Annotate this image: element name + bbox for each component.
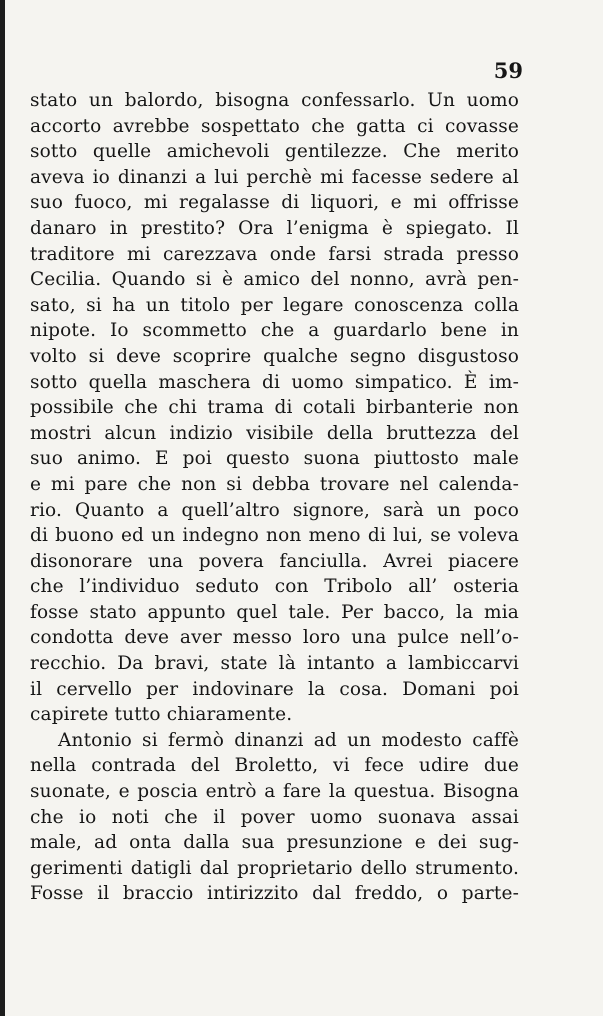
text-line: accorto avrebbe sospettato che gatta ci covasse <box>30 115 519 137</box>
text-line: gerimenti datigli dal proprietario dello strumento. <box>30 857 519 879</box>
text-line: suonate, e poscia entrò a fare la questua. Bisogna <box>30 781 519 803</box>
text-line: sotto quelle amichevoli gentilezze. Che merito <box>30 141 519 163</box>
text-line: che l’individuo seduto con Tribolo all’ osteria <box>30 576 519 598</box>
page-binding-edge <box>0 0 5 1016</box>
text-line: condotta deve aver messo loro una pulce nell’o- <box>30 627 519 649</box>
text-line: nella contrada del Broletto, vi fece udire due <box>30 755 519 777</box>
text-line: e mi pare che non si debba trovare nel calenda- <box>30 473 519 495</box>
text-line: male, ad onta dalla sua presunzione e dei sug- <box>30 832 519 854</box>
text-line: Fosse il braccio intirizzito dal freddo, o parte- <box>30 883 519 905</box>
text-line: il cervello per indovinare la cosa. Domani poi <box>30 678 519 700</box>
text-line: aveva io dinanzi a lui perchè mi facesse sedere al <box>30 166 519 188</box>
text-line: rio. Quanto a quell’altro signore, sarà un poco <box>30 499 519 521</box>
text-line: di buono ed un indegno non meno di lui, se voleva <box>30 525 519 547</box>
text-line: fosse stato appunto quel tale. Per bacco, la mia <box>30 601 519 623</box>
text-line: danaro in prestito? Ora l’enigma è spiegato. Il <box>30 217 519 239</box>
text-line: che io noti che il pover uomo suonava assai <box>30 806 519 828</box>
text-line: volto si deve scoprire qualche segno disgustoso <box>30 345 519 367</box>
text-line: suo animo. E poi questo suona piuttosto male <box>30 448 519 470</box>
text-line: nipote. Io scommetto che a guardarlo bene in <box>30 320 519 342</box>
body-text <box>30 88 519 907</box>
text-line: sato, si ha un titolo per legare conoscenza colla <box>30 294 519 316</box>
text-line: stato un balordo, bisogna confessarlo. Un uomo <box>30 90 519 111</box>
text-line: capirete tutto chiaramente. <box>30 704 293 726</box>
text-line: mostri alcun indizio visibile della bruttezza del <box>30 422 519 444</box>
page-number: 59 <box>493 58 523 83</box>
text-line: disonorare una povera fanciulla. Avrei piacere <box>30 550 519 572</box>
text-line: Antonio si fermò dinanzi ad un modesto caffè <box>58 729 519 751</box>
text-line: suo fuoco, mi regalasse di liquori, e mi offrisse <box>30 192 519 214</box>
text-line: recchio. Da bravi, state là intanto a lambiccarvi <box>30 653 519 675</box>
text-line: possibile che chi trama di cotali birbanterie non <box>30 397 519 419</box>
text-line: traditore mi carezzava onde farsi strada presso <box>30 243 519 265</box>
text-line: sotto quella maschera di uomo simpatico. È im- <box>30 371 519 393</box>
text-line: Cecilia. Quando si è amico del nonno, avrà pen- <box>30 269 519 291</box>
